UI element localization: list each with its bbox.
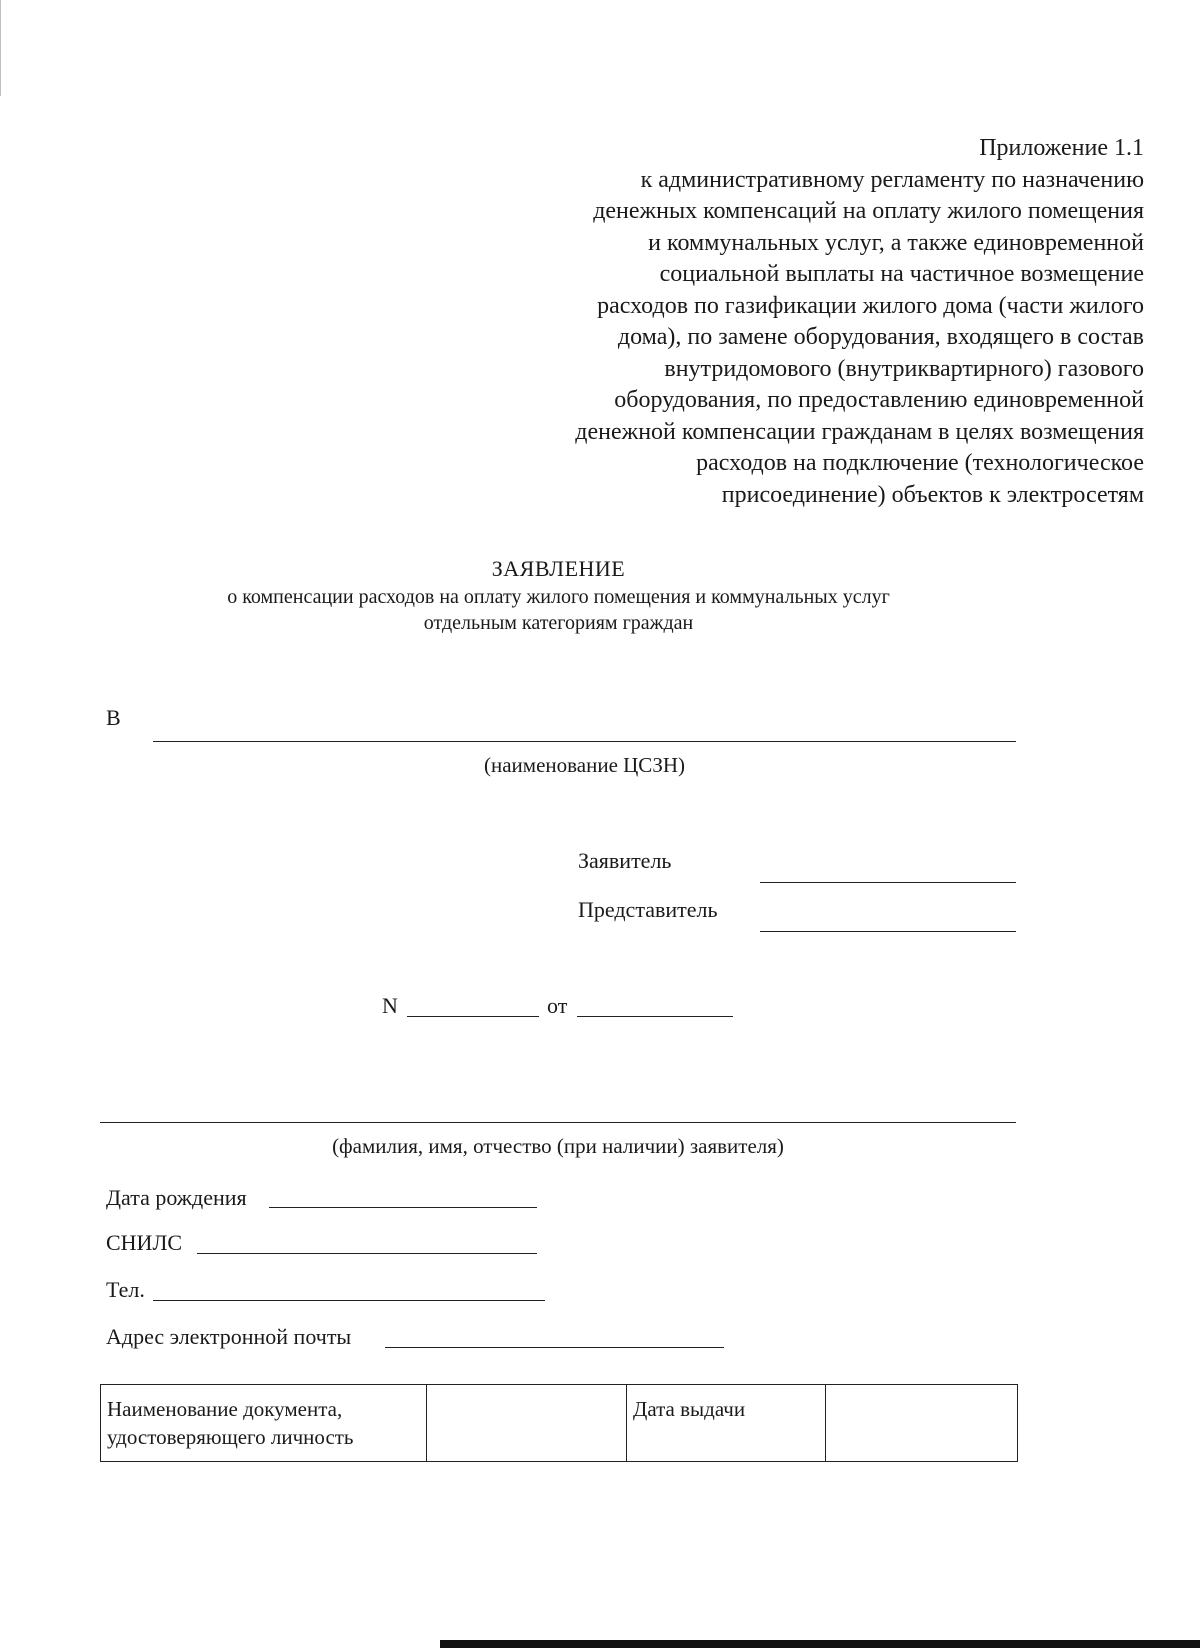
appendix-line: дома), по замене оборудования, входящего в состав (617, 324, 1144, 350)
appendix-line: оборудования, по предоставлению единовременной (614, 387, 1144, 413)
birth-date-line[interactable] (269, 1207, 537, 1208)
appendix-line: внутридомового (внутриквартирного) газового (664, 355, 1144, 382)
representative-label: Представитель (578, 897, 718, 922)
phone-label: Тел. (106, 1277, 145, 1302)
appendix-line: денежной компенсации гражданам в целях возмещения (575, 418, 1144, 445)
recipient-caption: (наименование ЦСЗН) (484, 753, 685, 777)
appendix-line: к административному регламенту по назначению (640, 166, 1144, 193)
doc-name-line: удостоверяющего личность (107, 1425, 354, 1449)
snils-line[interactable] (197, 1253, 537, 1254)
registration-date-line[interactable] (577, 1016, 733, 1017)
birth-date-label: Дата рождения (106, 1185, 247, 1210)
appendix-line: расходов на подключение (технологическое (696, 450, 1144, 476)
registration-date-label: от (547, 993, 568, 1018)
appendix-line: и коммунальных услуг, а также единовременной (648, 229, 1144, 256)
registration-number-line[interactable] (407, 1016, 539, 1017)
issue-date-cell (627, 1385, 826, 1462)
subtitle-line: отдельным категориям граждан (423, 612, 694, 634)
applicant-label: Заявитель (578, 848, 672, 873)
applicant-field-line[interactable] (760, 882, 1016, 883)
registration-number-label: N (382, 993, 398, 1018)
appendix-line: социальной выплаты на частичное возмещение (659, 261, 1144, 287)
issue-date-value-cell[interactable] (826, 1385, 1018, 1462)
email-label: Адрес электронной почты (106, 1324, 352, 1349)
doc-name-cell (101, 1385, 427, 1462)
recipient-field-line[interactable] (153, 741, 1016, 742)
doc-name-line: Наименование документа, (107, 1397, 343, 1421)
subtitle-line: о компенсации расходов на оплату жилого помещения и коммунальных услуг (227, 586, 890, 608)
recipient-prefix: В (106, 705, 121, 730)
id-document-table (100, 1384, 1018, 1462)
applicant-fullname-caption: (фамилия, имя, отчество (при наличии) заявителя) (332, 1134, 784, 1158)
appendix-line: денежных компенсаций на оплату жилого помещения (593, 198, 1144, 224)
table-row (101, 1385, 1018, 1462)
representative-field-line[interactable] (760, 931, 1016, 932)
issue-date-label: Дата выдачи (633, 1397, 746, 1421)
email-line[interactable] (385, 1347, 724, 1348)
scan-edge-mark (0, 0, 1, 96)
scan-bottom-edge (440, 1640, 1200, 1648)
appendix-line: расходов по газификации жилого дома (части жилого (597, 292, 1144, 319)
appendix-line: присоединение) объектов к электросетям (721, 481, 1144, 508)
doc-name-value-cell[interactable] (427, 1385, 627, 1462)
document-subtitle (0, 584, 1117, 636)
phone-line[interactable] (153, 1300, 545, 1301)
applicant-fullname-line[interactable] (100, 1122, 1016, 1123)
document-title: ЗАЯВЛЕНИЕ (491, 556, 626, 581)
appendix-line: Приложение 1.1 (979, 135, 1144, 161)
snils-label: СНИЛС (106, 1230, 183, 1255)
appendix-block (424, 133, 1144, 511)
